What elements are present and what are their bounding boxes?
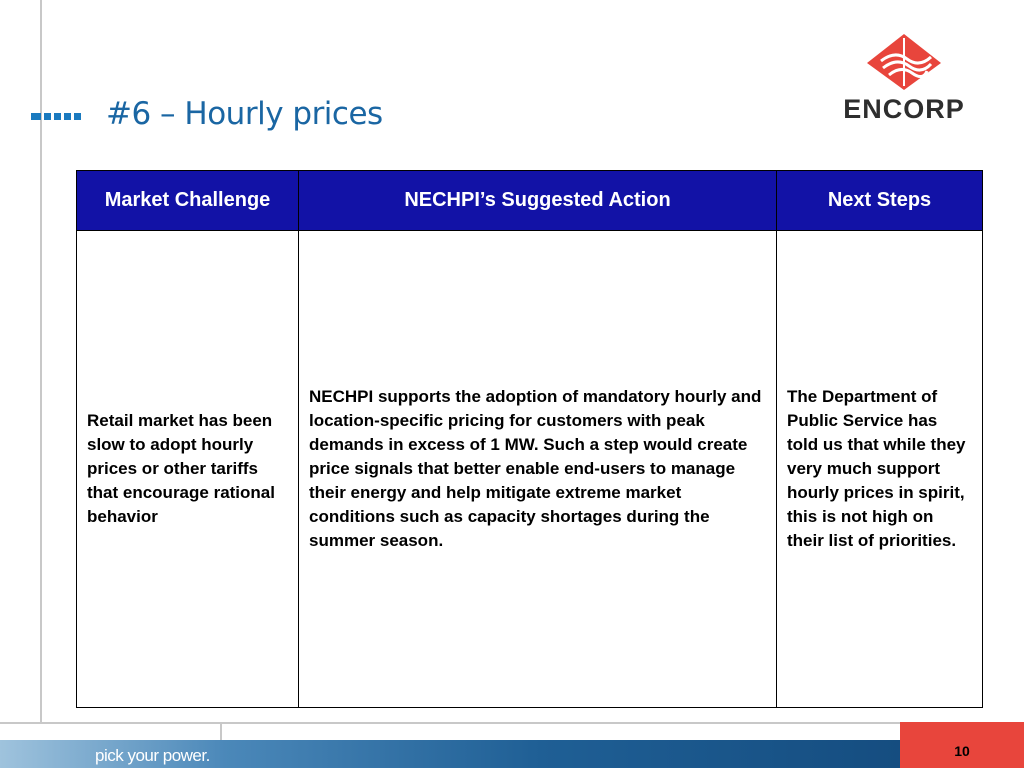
footer-tick <box>220 722 222 740</box>
cell-market-challenge: Retail market has been slow to adopt hourly prices or other tariffs that encourage rational behavior <box>77 231 299 708</box>
cell-next-steps: The Department of Public Service has told us that while they very much support hourly prices in spirit, this is not high on their list of priorities. <box>777 231 983 708</box>
challenge-table <box>76 170 983 708</box>
logo-wordmark: ENCORP <box>843 94 965 124</box>
slide-title: #6 – Hourly prices <box>106 96 383 132</box>
page-number: 10 <box>954 743 970 759</box>
header-next-steps: Next Steps <box>777 171 983 231</box>
footer-tagline: pick your power. <box>95 746 210 765</box>
title-bullet-dots <box>31 113 81 120</box>
table-row <box>77 231 983 708</box>
header-suggested-action: NECHPI’s Suggested Action <box>299 171 777 231</box>
header-market-challenge: Market Challenge <box>77 171 299 231</box>
encorp-diamond-logo-icon <box>865 32 943 90</box>
cell-suggested-action: NECHPI supports the adoption of mandatory hourly and location-specific pricing for customers with peak demands in excess of 1 MW. Such a step would create price signals that better enable end-users to manage their energy and help mitigate extreme market conditions such as capacity shortages during the summer season. <box>299 231 777 708</box>
table-header-row <box>77 171 983 231</box>
encorp-logo <box>826 32 982 124</box>
left-vertical-rule <box>40 0 42 722</box>
footer-rule <box>0 722 900 724</box>
